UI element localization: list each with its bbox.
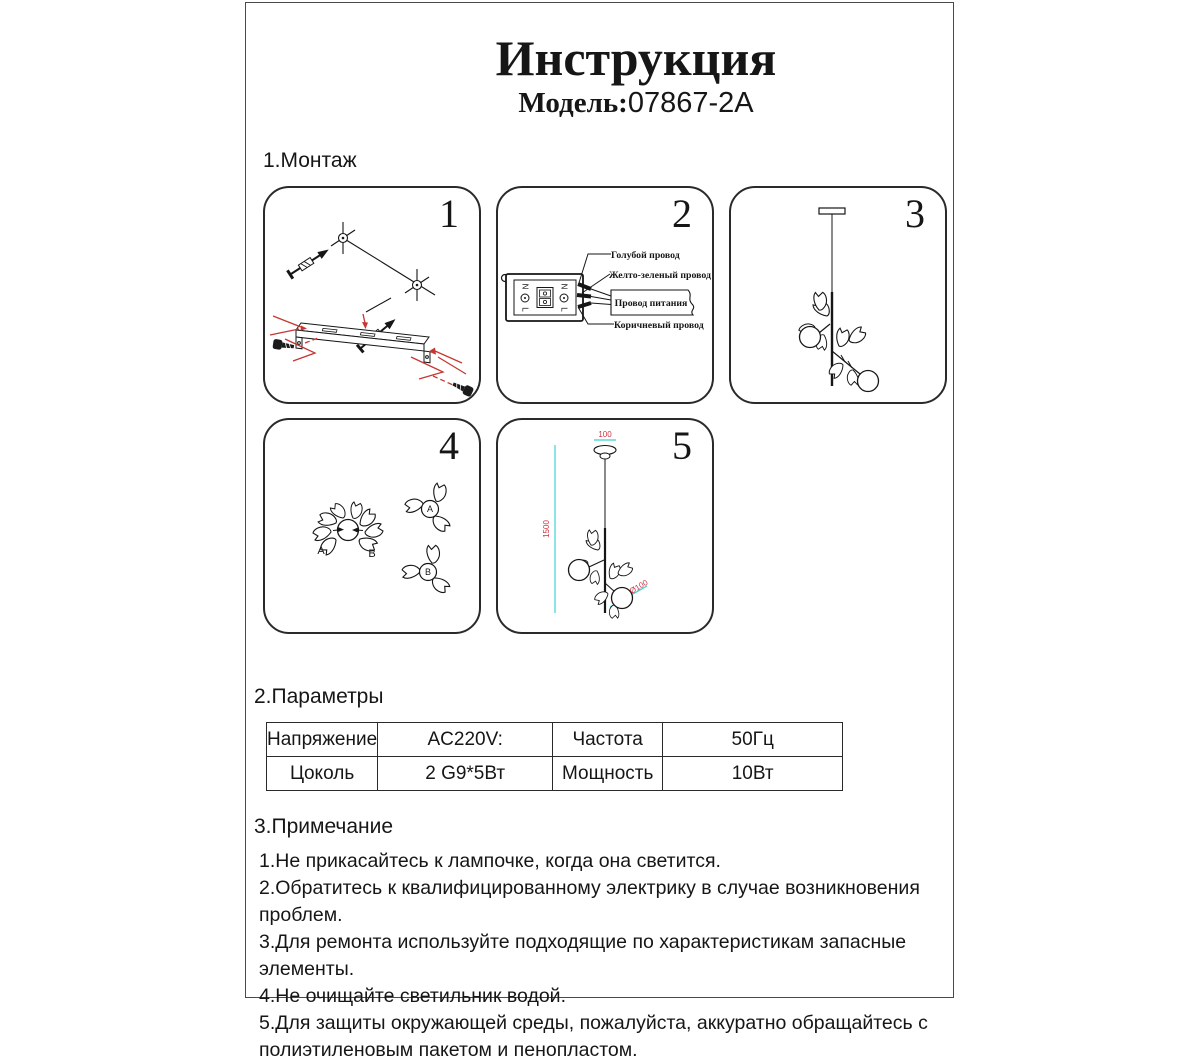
glass-globe: [858, 371, 879, 392]
montage-step-4: [263, 418, 481, 634]
parameters-table: [266, 722, 843, 791]
note-item: 1.Не прикасайтесь к лампочке, когда она светится.: [259, 850, 721, 872]
section-montage-heading: 1.Монтаж: [263, 149, 357, 172]
drill-mark-icon: [331, 222, 355, 254]
note-item: 5.Для защиты окружающей среды, пожалуйста, аккуратно обращайтесь с полиэтиленовым пакетом и пенопластом.: [259, 1012, 928, 1061]
lamp-outline: [589, 446, 616, 614]
param-value: 2 G9*5Вт: [378, 757, 553, 791]
step-number: 1: [439, 191, 459, 236]
wire-blue-label: Голубой провод: [611, 250, 680, 261]
step-number: 2: [672, 191, 692, 236]
dim-diameter-label: Ø100: [628, 577, 650, 596]
glass-globe: [569, 560, 590, 581]
dim-height-label: 1500: [542, 520, 551, 538]
step-number: 5: [672, 423, 692, 468]
montage-step-1: [263, 186, 481, 404]
param-name: Цоколь: [267, 757, 378, 791]
cluster-b-label: B: [424, 567, 432, 577]
param-name: Мощность: [553, 757, 663, 791]
param-value: 10Вт: [663, 757, 843, 791]
screw-icon: [272, 339, 294, 352]
terminal-n-label: N: [520, 283, 530, 290]
model-label: Модель:: [518, 87, 628, 119]
param-name: Частота: [553, 723, 663, 757]
dim-width-label: 100: [598, 430, 612, 439]
cluster-a-label: A: [426, 504, 434, 514]
notes-list: [259, 848, 957, 1064]
terminal-l-label: L: [559, 307, 569, 312]
drill-mark-icon: [405, 269, 429, 301]
wall-anchor-icon: [287, 245, 331, 278]
section-params-heading: 2.Параметры: [254, 685, 384, 708]
note-item: 2.Обратитесь к квалифицированному электрику в случае возникновения проблем.: [259, 877, 920, 926]
step-number: 4: [439, 423, 459, 468]
screw-icon: [451, 379, 474, 397]
decor-b-label: B: [368, 548, 376, 560]
montage-step-3: [729, 186, 947, 404]
wire-yellow-green-label: Желто-зеленый провод: [609, 270, 711, 281]
param-value: 50Гц: [663, 723, 843, 757]
note-item: 4.Не очищайте светильник водой.: [259, 985, 566, 1007]
param-name: Напряжение: [267, 723, 378, 757]
power-cable-label: Провод питания: [614, 298, 688, 309]
note-item: 3.Для ремонта используйте подходящие по характеристикам запасные элементы.: [259, 931, 907, 980]
table-row: [267, 757, 843, 791]
section-notes-heading: 3.Примечание: [254, 815, 394, 838]
model-line: [286, 87, 986, 120]
terminal-l-label: L: [520, 307, 530, 312]
terminal-n-label: N: [559, 283, 569, 290]
document-page: [245, 2, 954, 1061]
montage-step-5: [496, 418, 714, 634]
page-title: Инструкция: [495, 30, 777, 86]
decor-a-label: A: [317, 545, 325, 557]
wire-brown-label: Коричневый провод: [614, 320, 704, 331]
model-value: 07867-2A: [627, 87, 754, 119]
leaf-icon: [588, 569, 603, 586]
leaf-icon: [827, 361, 847, 380]
glass-globe: [800, 327, 821, 348]
header: [286, 30, 986, 120]
leaf-icon: [593, 590, 610, 605]
param-value: AC220V:: [378, 723, 553, 757]
montage-step-2: [496, 186, 714, 404]
mounting-bracket: [296, 323, 430, 363]
table-row: [267, 723, 843, 757]
step-number: 3: [905, 191, 925, 236]
terminal-block: [502, 274, 584, 321]
